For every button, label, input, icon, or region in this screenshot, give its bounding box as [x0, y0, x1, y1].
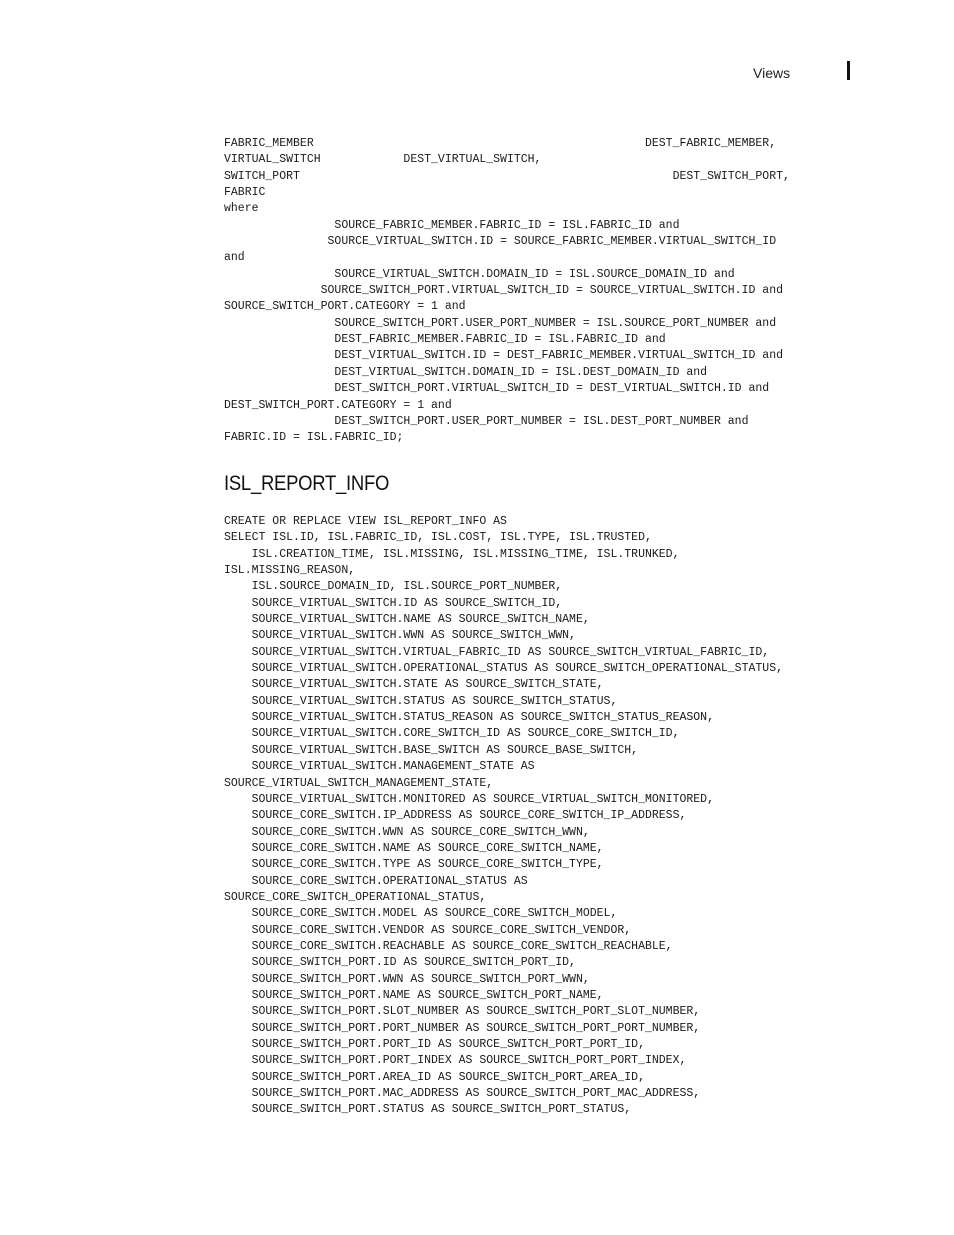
running-header-title: Views: [753, 65, 791, 81]
section-heading: ISL_REPORT_INFO: [224, 472, 390, 495]
header-rule-bar: [847, 61, 850, 80]
sql-code-block-isl-report-info: CREATE OR REPLACE VIEW ISL_REPORT_INFO AS SELECT ISL.ID, ISL.FABRIC_ID, ISL.COST, ISL.TYPE, ISL.TRUSTED, ISL.CREATION_TIME, ISL.MISSING, ISL.MISSING_TIME, ISL.TRUNKED, ISL.MISSING_REASON, ISL.SOURCE_DOMAIN_ID, ISL.SOURCE_PORT_NUMBER, SOURCE_VIRTUAL_SWITCH.ID AS SOURCE_SWITCH_ID, SOURCE_VIRTUAL_SWITCH.NAME AS SOURCE_SWITCH_NAME, SOURCE_VIRTUAL_SWITCH.WWN AS SOURCE_SWITCH_WWN, SOURCE_VIRTUAL_SWITCH.VIRTUAL_FABRIC_ID AS SOURCE_SWITCH_VIRTUAL_FABRIC_ID, SOURCE_VIRTUAL_SWITCH.OPERATIONAL_STATUS AS SOURCE_SWITCH_OPERATIONAL_STATUS, SOURCE_VIRTUAL_SWITCH.STATE AS SOURCE_SWITCH_STATE, SOURCE_VIRTUAL_SWITCH.STATUS AS SOURCE_SWITCH_STATUS, SOURCE_VIRTUAL_SWITCH.STATUS_REASON AS SOURCE_SWITCH_STATUS_REASON, SOURCE_VIRTUAL_SWITCH.CORE_SWITCH_ID AS SOURCE_CORE_SWITCH_ID, SOURCE_VIRTUAL_SWITCH.BASE_SWITCH AS SOURCE_BASE_SWITCH, SOURCE_VIRTUAL_SWITCH.MANAGEMENT_STATE AS SOURCE_VIRTUAL_SWITCH_MANAGEMENT_STATE, SOURCE_VIRTUAL_SWITCH.MONITORED AS SOURCE_VIRTUAL_SWITCH_MONITORED, SOURCE_CORE_SWITCH.IP_ADDRESS AS SOURCE_CORE_SWITCH_IP_ADDRESS, SOURCE_CORE_SWITCH.WWN AS SOURCE_CORE_SWITCH_WWN, SOURCE_CORE_SWITCH.NAME AS SOURCE_CORE_SWITCH_NAME, SOURCE_CORE_SWITCH.TYPE AS SOURCE_CORE_SWITCH_TYPE, SOURCE_CORE_SWITCH.OPERATIONAL_STATUS AS SOURCE_CORE_SWITCH_OPERATIONAL_STATUS, SOURCE_CORE_SWITCH.MODEL AS SOURCE_CORE_SWITCH_MODEL, SOURCE_CORE_SWITCH.VENDOR AS SOURCE_CORE_SWITCH_VENDOR, SOURCE_CORE_SWITCH.REACHABLE AS SOURCE_CORE_SWITCH_REACHABLE, SOURCE_SWITCH_PORT.ID AS SOURCE_SWITCH_PORT_ID, SOURCE_SWITCH_PORT.WWN AS SOURCE_SWITCH_PORT_WWN, SOURCE_SWITCH_PORT.NAME AS SOURCE_SWITCH_PORT_NAME, SOURCE_SWITCH_PORT.SLOT_NUMBER AS SOURCE_SWITCH_PORT_SLOT_NUMBER, SOURCE_SWITCH_PORT.PORT_NUMBER AS SOURCE_SWITCH_PORT_PORT_NUMBER, SOURCE_SWITCH_PORT.PORT_ID AS SOURCE_SWITCH_PORT_PORT_ID, SOURCE_SWITCH_PORT.PORT_INDEX AS SOURCE_SWITCH_PORT_PORT_INDEX, SOURCE_SWITCH_PORT.AREA_ID AS SOURCE_SWITCH_PORT_AREA_ID, SOURCE_SWITCH_PORT.MAC_ADDRESS AS SOURCE_SWITCH_PORT_MAC_ADDRESS, SOURCE_SWITCH_PORT.STATUS AS SOURCE_SWITCH_PORT_STATUS,: [224, 515, 783, 1117]
sql-code-block-continuation: FABRIC_MEMBER DEST_FABRIC_MEMBER, VIRTUAL_SWITCH DEST_VIRTUAL_SWITCH, SWITCH_PORT DEST_SWITCH_PORT, FABRIC where SOURCE_FABRIC_MEMBER.FABRIC_ID = ISL.FABRIC_ID and SOURCE_VIRTUAL_SWITCH.ID = SOURCE_FABRIC_MEMBER.VIRTUAL_SWITCH_ID and SOURCE_VIRTUAL_SWITCH.DOMAIN_ID = ISL.SOURCE_DOMAIN_ID and SOURCE_SWITCH_PORT.VIRTUAL_SWITCH_ID = SOURCE_VIRTUAL_SWITCH.ID and SOURCE_SWITCH_PORT.CATEGORY = 1 and SOURCE_SWITCH_PORT.USER_PORT_NUMBER = ISL.SOURCE_PORT_NUMBER and DEST_FABRIC_MEMBER.FABRIC_ID = ISL.FABRIC_ID and DEST_VIRTUAL_SWITCH.ID = DEST_FABRIC_MEMBER.VIRTUAL_SWITCH_ID and DEST_VIRTUAL_SWITCH.DOMAIN_ID = ISL.DEST_DOMAIN_ID and DEST_SWITCH_PORT.VIRTUAL_SWITCH_ID = DEST_VIRTUAL_SWITCH.ID and DEST_SWITCH_PORT.CATEGORY = 1 and DEST_SWITCH_PORT.USER_PORT_NUMBER = ISL.DEST_PORT_NUMBER and FABRIC.ID = ISL.FABRIC_ID;: [224, 137, 790, 445]
